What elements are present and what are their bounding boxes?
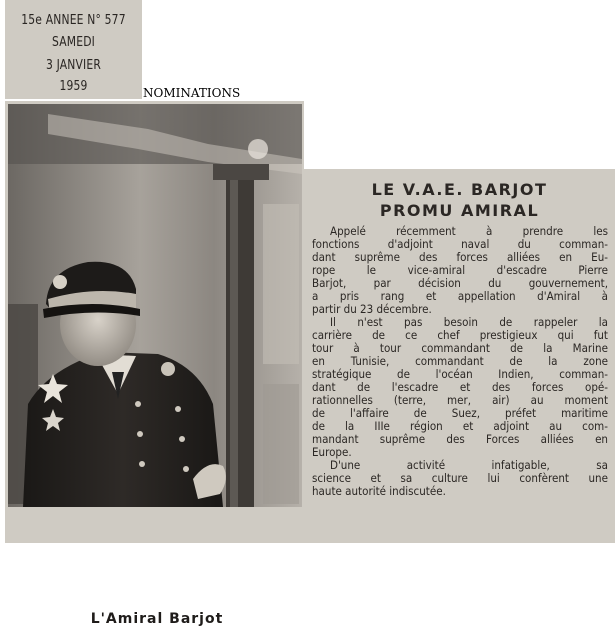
- headline-line-2: PROMU AMIRAL: [379, 201, 540, 220]
- section-title: NOMINATIONS: [143, 86, 241, 100]
- article-line: science et sa culture lui confèrent une: [312, 472, 608, 485]
- article-line: partir du 23 décembre.: [312, 303, 432, 316]
- headline-line-1: LE V.A.E. BARJOT: [371, 180, 548, 199]
- article-line: Europe.: [312, 446, 352, 459]
- article-line: a pris rang et appellation d'Amiral à: [312, 290, 608, 303]
- article-line: fonctions d'adjoint naval du comman-: [312, 238, 608, 251]
- article-line: en Tunisie, commandant de la zone: [312, 355, 608, 368]
- article-line: tour à tour commandant de la Marine: [312, 342, 608, 355]
- article-line: de l'affaire de Suez, préfet maritime: [312, 407, 608, 420]
- article-line: rope le vice-amiral d'escadre Pierre: [312, 264, 608, 277]
- article-line: mandant suprême des Forces alliées en: [312, 433, 608, 446]
- admiral-portrait-photo: [8, 104, 302, 507]
- article-line: D'une activité infatigable, sa: [330, 459, 608, 472]
- article-line: Il n'est pas besoin de rappeler la: [330, 316, 608, 329]
- date-box: [5, 0, 142, 99]
- article-line: de la IIIe région et adjoint au com-: [312, 420, 608, 433]
- article-line: rationnelles (terre, mer, air) au moment: [312, 394, 608, 407]
- article-line: dant de l'escadre et des forces opé-: [312, 381, 608, 394]
- article-line: stratégique de l'océan Indien, comman-: [312, 368, 608, 381]
- year: 1959: [59, 79, 88, 94]
- article: [304, 169, 615, 543]
- article-line: haute autorité indiscutée.: [312, 485, 446, 498]
- weekday: SAMEDI: [51, 35, 96, 50]
- article-line: Barjot, par décision du gouvernement,: [312, 277, 608, 290]
- article-line: carrière de ce chef prestigieux qui fut: [312, 329, 608, 342]
- article-line: dant suprême des forces alliées en Eu-: [312, 251, 608, 264]
- article-line: Appelé récemment à prendre les: [330, 225, 608, 238]
- photo-block: [5, 101, 304, 627]
- photo-caption: L'Amiral Barjot: [90, 611, 224, 627]
- issue-number: 15e ANNEE N° 577: [21, 13, 126, 28]
- date: 3 JANVIER: [45, 58, 102, 73]
